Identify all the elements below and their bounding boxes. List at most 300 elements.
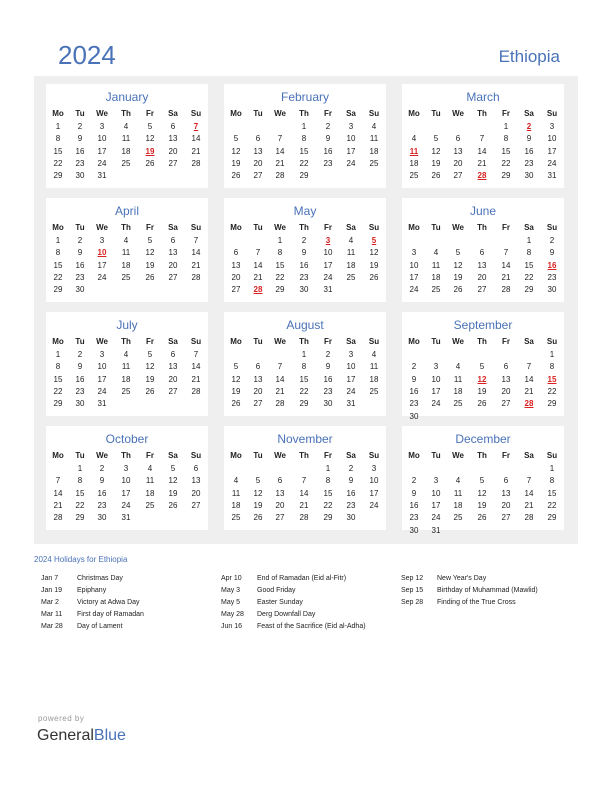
calendar-day: 4 <box>455 476 461 486</box>
calendar-day: 7 <box>255 248 261 258</box>
calendar-day: 19 <box>431 158 441 168</box>
calendar-day: 19 <box>453 272 463 282</box>
weekday-label: We <box>96 337 108 346</box>
calendar-day: 5 <box>233 362 239 372</box>
calendar-day: 14 <box>524 488 534 498</box>
holiday-entry <box>221 623 366 630</box>
calendar-day: 31 <box>346 399 356 409</box>
calendar-day: 15 <box>299 374 309 384</box>
weekday-label: Mo <box>408 451 420 460</box>
calendar-day: 18 <box>369 146 379 156</box>
calendar-day: 15 <box>75 488 85 498</box>
brand-logo: GeneralBlue <box>37 727 126 744</box>
calendar-day: 10 <box>431 488 441 498</box>
calendar-day: 15 <box>547 488 557 498</box>
weekday-label: Mo <box>408 223 420 232</box>
calendar-day: 11 <box>121 134 131 144</box>
holiday-day: 15 <box>547 374 557 384</box>
weekday-label: Mo <box>230 337 242 346</box>
calendar-day: 5 <box>147 122 153 131</box>
weekday-label: Th <box>299 451 309 460</box>
calendar-day: 24 <box>369 500 379 510</box>
weekday-label: Tu <box>253 223 263 232</box>
weekday-label: Su <box>190 337 202 346</box>
calendar-day: 7 <box>526 362 532 372</box>
calendar-day: 30 <box>323 399 333 409</box>
calendar-day: 18 <box>121 260 131 270</box>
calendar-day: 27 <box>253 399 263 409</box>
calendar-day: 3 <box>348 122 354 131</box>
calendar-day: 10 <box>97 134 107 144</box>
calendar-day: 7 <box>193 350 199 359</box>
holiday-entry <box>221 611 315 618</box>
calendar-day: 30 <box>409 525 419 535</box>
month-name: May <box>293 204 317 218</box>
calendar-day: 18 <box>409 158 419 168</box>
calendar-day: 19 <box>168 488 178 498</box>
holiday-day: 28 <box>524 399 534 409</box>
weekday-label: Su <box>546 223 558 232</box>
calendar-day: 30 <box>547 285 557 295</box>
calendar-day: 7 <box>503 248 509 258</box>
calendar-day: 22 <box>53 158 63 168</box>
calendar-day: 12 <box>168 476 178 486</box>
calendar-day: 14 <box>299 488 309 498</box>
calendar-day: 15 <box>501 146 511 156</box>
weekday-label: We <box>274 223 286 232</box>
month-name: September <box>453 318 513 332</box>
holiday-day: 19 <box>145 146 155 156</box>
holiday-day: 28 <box>477 171 487 181</box>
calendar-day: 16 <box>75 374 85 384</box>
holiday-name: Derg Downfall Day <box>257 611 316 619</box>
calendar-day: 20 <box>168 374 178 384</box>
calendar-day: 22 <box>547 386 557 396</box>
calendar-day: 26 <box>231 171 241 181</box>
holiday-day: 3 <box>325 236 331 245</box>
calendar-day: 21 <box>275 158 285 168</box>
calendar-day: 13 <box>191 476 201 486</box>
calendar-day: 12 <box>145 134 155 144</box>
weekday-label: Sa <box>346 451 356 460</box>
calendar-day: 5 <box>255 476 261 486</box>
calendar-day: 2 <box>325 350 331 359</box>
calendar-day: 11 <box>346 248 356 258</box>
weekday-label: Mo <box>52 337 64 346</box>
calendar-day: 17 <box>323 260 333 270</box>
calendar-day: 15 <box>299 146 309 156</box>
calendar-day: 9 <box>77 248 83 258</box>
calendar-day: 3 <box>433 476 439 486</box>
weekday-label: Sa <box>524 337 534 346</box>
month-november <box>224 426 386 530</box>
weekday-label: Mo <box>230 109 242 118</box>
calendar-day: 2 <box>301 236 307 245</box>
calendar-day: 11 <box>369 362 379 372</box>
calendar-day: 24 <box>121 500 131 510</box>
calendar-day: 27 <box>253 171 263 181</box>
calendar-day: 4 <box>123 236 129 245</box>
calendar-day: 24 <box>346 386 356 396</box>
weekday-label: Su <box>190 451 202 460</box>
weekday-label: Tu <box>431 223 441 232</box>
calendar-day: 12 <box>253 488 263 498</box>
calendar-day: 27 <box>191 500 201 510</box>
calendar-day: 29 <box>547 513 557 523</box>
weekday-label: Tu <box>75 223 85 232</box>
weekday-label: Sa <box>346 223 356 232</box>
calendar-day: 30 <box>75 171 85 181</box>
weekday-label: We <box>274 337 286 346</box>
calendar-day: 29 <box>299 399 309 409</box>
calendar-day: 19 <box>369 260 379 270</box>
weekday-label: Tu <box>431 337 441 346</box>
calendar-day: 11 <box>453 488 463 498</box>
calendar-day: 17 <box>97 374 107 384</box>
calendar-day: 11 <box>121 362 131 372</box>
holiday-day: 2 <box>526 122 532 131</box>
calendar-day: 6 <box>233 248 239 258</box>
holiday-entry <box>41 575 123 582</box>
calendar-day: 21 <box>253 272 263 282</box>
calendar-day: 20 <box>501 386 511 396</box>
calendar-day: 15 <box>275 260 285 270</box>
calendar-day: 23 <box>299 272 309 282</box>
weekday-label: Fr <box>502 223 510 232</box>
holiday-name: Easter Sunday <box>257 599 303 607</box>
holiday-name: End of Ramadan (Eid al-Fitr) <box>257 575 347 582</box>
calendar-day: 23 <box>75 272 85 282</box>
calendar-day: 15 <box>323 488 333 498</box>
holiday-name: New Year's Day <box>437 575 487 582</box>
calendar-day: 27 <box>501 513 511 523</box>
calendar-day: 21 <box>275 386 285 396</box>
calendar-day: 9 <box>77 134 83 144</box>
calendar-day: 20 <box>253 386 263 396</box>
calendar-day: 6 <box>455 134 461 144</box>
holiday-entry <box>221 587 296 594</box>
calendar-day: 25 <box>369 158 379 168</box>
calendar-day: 31 <box>97 171 107 181</box>
month-march <box>402 84 564 188</box>
calendar-day: 15 <box>53 374 63 384</box>
calendar-day: 13 <box>231 260 241 270</box>
weekday-label: Sa <box>346 109 356 118</box>
calendar-day: 24 <box>97 158 107 168</box>
calendar-day: 28 <box>275 171 285 181</box>
calendar-day: 16 <box>346 488 356 498</box>
calendar-day: 16 <box>524 146 534 156</box>
calendar-day: 24 <box>431 399 441 409</box>
calendar-day: 1 <box>301 350 307 359</box>
weekday-label: Sa <box>524 109 534 118</box>
calendar-day: 19 <box>253 500 263 510</box>
holiday-day: 11 <box>409 146 419 156</box>
calendar-day: 9 <box>99 476 105 486</box>
calendar-day: 19 <box>231 386 241 396</box>
holiday-name: Christmas Day <box>77 575 123 582</box>
calendar-day: 1 <box>55 350 61 359</box>
calendar-day: 31 <box>97 399 107 409</box>
calendar-day: 22 <box>501 158 511 168</box>
holiday-entry <box>41 623 123 630</box>
weekday-label: Th <box>477 451 487 460</box>
calendar-day: 25 <box>121 386 131 396</box>
calendar-day: 7 <box>193 236 199 245</box>
calendar-day: 3 <box>99 236 105 245</box>
holiday-date: Jun 16 <box>221 623 243 631</box>
calendar-day: 17 <box>346 374 356 384</box>
calendar-day: 30 <box>75 285 85 295</box>
weekday-label: Su <box>546 451 558 460</box>
calendar-day: 30 <box>75 399 85 409</box>
calendar-day: 20 <box>253 158 263 168</box>
page-title-year: 2024 <box>58 40 116 70</box>
calendar-day: 13 <box>275 488 285 498</box>
weekday-label: Mo <box>230 451 242 460</box>
calendar-day: 27 <box>275 513 285 523</box>
weekday-label: Th <box>121 337 131 346</box>
weekday-label: We <box>96 451 108 460</box>
weekday-label: Fr <box>146 223 154 232</box>
calendar-day: 1 <box>549 350 555 359</box>
weekday-label: Su <box>190 223 202 232</box>
calendar-day: 28 <box>299 513 309 523</box>
calendar-day: 25 <box>369 386 379 396</box>
holiday-date: Mar 28 <box>41 623 63 631</box>
month-january <box>46 84 208 188</box>
calendar-day: 6 <box>277 476 283 486</box>
holiday-name: Birthday of Muhammad (Mawlid) <box>437 587 538 595</box>
weekday-label: Fr <box>146 451 154 460</box>
weekday-label: Mo <box>52 451 64 460</box>
month-name: June <box>469 204 497 218</box>
calendar-day: 23 <box>323 158 333 168</box>
calendar-day: 31 <box>431 525 441 535</box>
calendar-day: 29 <box>53 285 63 295</box>
weekday-label: Mo <box>52 223 64 232</box>
calendar-day: 23 <box>409 513 419 523</box>
calendar-day: 4 <box>348 236 354 245</box>
calendar-day: 26 <box>145 158 155 168</box>
calendar-day: 7 <box>277 134 283 144</box>
calendar-day: 6 <box>170 122 176 131</box>
calendar-day: 8 <box>503 134 509 144</box>
calendar-day: 30 <box>524 171 534 181</box>
weekday-label: Fr <box>502 109 510 118</box>
weekday-label: Fr <box>324 223 332 232</box>
calendar-day: 1 <box>55 236 61 245</box>
calendar-day: 5 <box>479 476 485 486</box>
month-name: January <box>105 90 149 104</box>
calendar-day: 23 <box>409 399 419 409</box>
calendar-day: 28 <box>53 513 63 523</box>
calendar-day: 2 <box>348 464 354 473</box>
weekday-label: Th <box>121 223 131 232</box>
holidays-heading: 2024 Holidays for Ethiopia <box>34 555 128 564</box>
calendar-day: 13 <box>168 134 178 144</box>
calendar-day: 10 <box>547 134 557 144</box>
calendar-day: 3 <box>99 350 105 359</box>
holiday-entry <box>221 599 303 606</box>
calendar-day: 11 <box>369 134 379 144</box>
calendar-day: 23 <box>75 386 85 396</box>
calendar-day: 12 <box>145 362 155 372</box>
calendar-day: 20 <box>168 260 178 270</box>
calendar-day: 16 <box>75 146 85 156</box>
month-october <box>46 426 208 530</box>
calendar-day: 26 <box>145 272 155 282</box>
weekday-label: Tu <box>253 109 263 118</box>
calendar-day: 29 <box>275 285 285 295</box>
calendar-day: 3 <box>123 464 129 473</box>
month-july <box>46 312 208 416</box>
calendar-day: 9 <box>549 248 555 258</box>
calendar-day: 22 <box>299 386 309 396</box>
calendar-day: 21 <box>191 260 201 270</box>
calendar-day: 6 <box>255 134 261 144</box>
calendar-day: 26 <box>253 513 263 523</box>
holiday-name: Day of Lament <box>77 623 123 631</box>
calendar-day: 20 <box>191 488 201 498</box>
calendar-day: 1 <box>549 464 555 473</box>
calendar-day: 25 <box>121 158 131 168</box>
weekday-label: Th <box>299 223 309 232</box>
calendar-day: 13 <box>253 146 263 156</box>
holiday-date: Sep 12 <box>401 575 424 582</box>
weekday-label: We <box>274 451 286 460</box>
calendar-day: 28 <box>191 158 201 168</box>
calendar-day: 25 <box>121 272 131 282</box>
calendar-day: 12 <box>477 488 487 498</box>
holiday-entry <box>401 599 516 606</box>
weekday-label: Fr <box>146 109 154 118</box>
calendar-day: 9 <box>526 134 532 144</box>
calendar-day: 31 <box>323 285 333 295</box>
weekday-label: Tu <box>431 451 441 460</box>
holiday-day: 10 <box>97 248 107 258</box>
weekday-label: We <box>452 109 464 118</box>
calendar-day: 6 <box>255 362 261 372</box>
calendar-day: 4 <box>371 350 377 359</box>
calendar-day: 14 <box>477 146 487 156</box>
calendar-day: 10 <box>409 260 419 270</box>
weekday-label: We <box>96 223 108 232</box>
calendar-day: 3 <box>433 362 439 372</box>
holiday-name: First day of Ramadan <box>77 611 144 619</box>
calendar-day: 1 <box>55 122 61 131</box>
calendar-day: 5 <box>233 134 239 144</box>
calendar-day: 28 <box>275 399 285 409</box>
calendar-day: 5 <box>455 248 461 258</box>
calendar-day: 4 <box>371 122 377 131</box>
calendar-day: 11 <box>121 248 131 258</box>
calendar-day: 17 <box>409 272 419 282</box>
weekday-label: Fr <box>324 451 332 460</box>
calendar-day: 12 <box>231 146 241 156</box>
calendar-day: 4 <box>123 350 129 359</box>
calendar-day: 14 <box>191 248 201 258</box>
calendar-day: 16 <box>299 260 309 270</box>
calendar-day: 8 <box>277 248 283 258</box>
weekday-label: Th <box>477 223 487 232</box>
calendar-day: 16 <box>409 386 419 396</box>
calendar-day: 2 <box>77 122 83 131</box>
calendar-day: 14 <box>53 488 63 498</box>
month-april <box>46 198 208 302</box>
calendar-day: 17 <box>346 146 356 156</box>
calendar-day: 6 <box>170 350 176 359</box>
holiday-entry <box>401 575 486 582</box>
calendar-day: 13 <box>168 248 178 258</box>
calendar-day: 12 <box>231 374 241 384</box>
weekday-label: Sa <box>524 223 534 232</box>
calendar-day: 13 <box>501 488 511 498</box>
weekday-label: Mo <box>52 109 64 118</box>
calendar-day: 23 <box>97 500 107 510</box>
calendar-day: 21 <box>524 386 534 396</box>
calendar-day: 2 <box>77 350 83 359</box>
calendar-day: 23 <box>323 386 333 396</box>
calendar-day: 1 <box>503 122 509 131</box>
calendar-day: 27 <box>168 386 178 396</box>
calendar-day: 10 <box>323 248 333 258</box>
calendar-day: 25 <box>431 285 441 295</box>
holiday-name: Feast of the Sacrifice (Eid al-Adha) <box>257 623 366 631</box>
calendar-day: 21 <box>191 146 201 156</box>
calendar-day: 16 <box>97 488 107 498</box>
calendar-day: 12 <box>145 248 155 258</box>
calendar-day: 21 <box>501 272 511 282</box>
calendar-day: 16 <box>323 146 333 156</box>
holiday-day: 12 <box>477 374 487 384</box>
calendar-day: 23 <box>346 500 356 510</box>
calendar-day: 26 <box>431 171 441 181</box>
calendar-day: 10 <box>121 476 131 486</box>
calendar-day: 1 <box>77 464 83 473</box>
weekday-label: Mo <box>230 223 242 232</box>
weekday-label: Th <box>477 109 487 118</box>
calendar-day: 5 <box>479 362 485 372</box>
calendar-day: 20 <box>231 272 241 282</box>
calendar-day: 8 <box>301 362 307 372</box>
calendar-day: 25 <box>453 513 463 523</box>
holiday-day: 28 <box>253 285 263 295</box>
calendar-day: 15 <box>53 146 63 156</box>
calendar-day: 13 <box>253 374 263 384</box>
calendar-day: 5 <box>433 134 439 144</box>
calendar-day: 8 <box>77 476 83 486</box>
weekday-label: Su <box>546 337 558 346</box>
calendar-day: 5 <box>147 236 153 245</box>
calendar-day: 3 <box>348 350 354 359</box>
calendar-day: 22 <box>299 158 309 168</box>
calendar-day: 7 <box>301 476 307 486</box>
calendar-day: 1 <box>526 236 532 245</box>
calendar-day: 24 <box>547 158 557 168</box>
calendar-day: 14 <box>191 134 201 144</box>
calendar-day: 18 <box>121 374 131 384</box>
month-name: March <box>466 90 500 104</box>
month-name: February <box>280 90 330 104</box>
calendar-day: 17 <box>431 500 441 510</box>
calendar-day: 2 <box>411 476 417 486</box>
calendar-day: 12 <box>453 260 463 270</box>
calendar-day: 2 <box>325 122 331 131</box>
calendar-day: 22 <box>53 272 63 282</box>
calendar-day: 18 <box>369 374 379 384</box>
calendar-day: 29 <box>323 513 333 523</box>
